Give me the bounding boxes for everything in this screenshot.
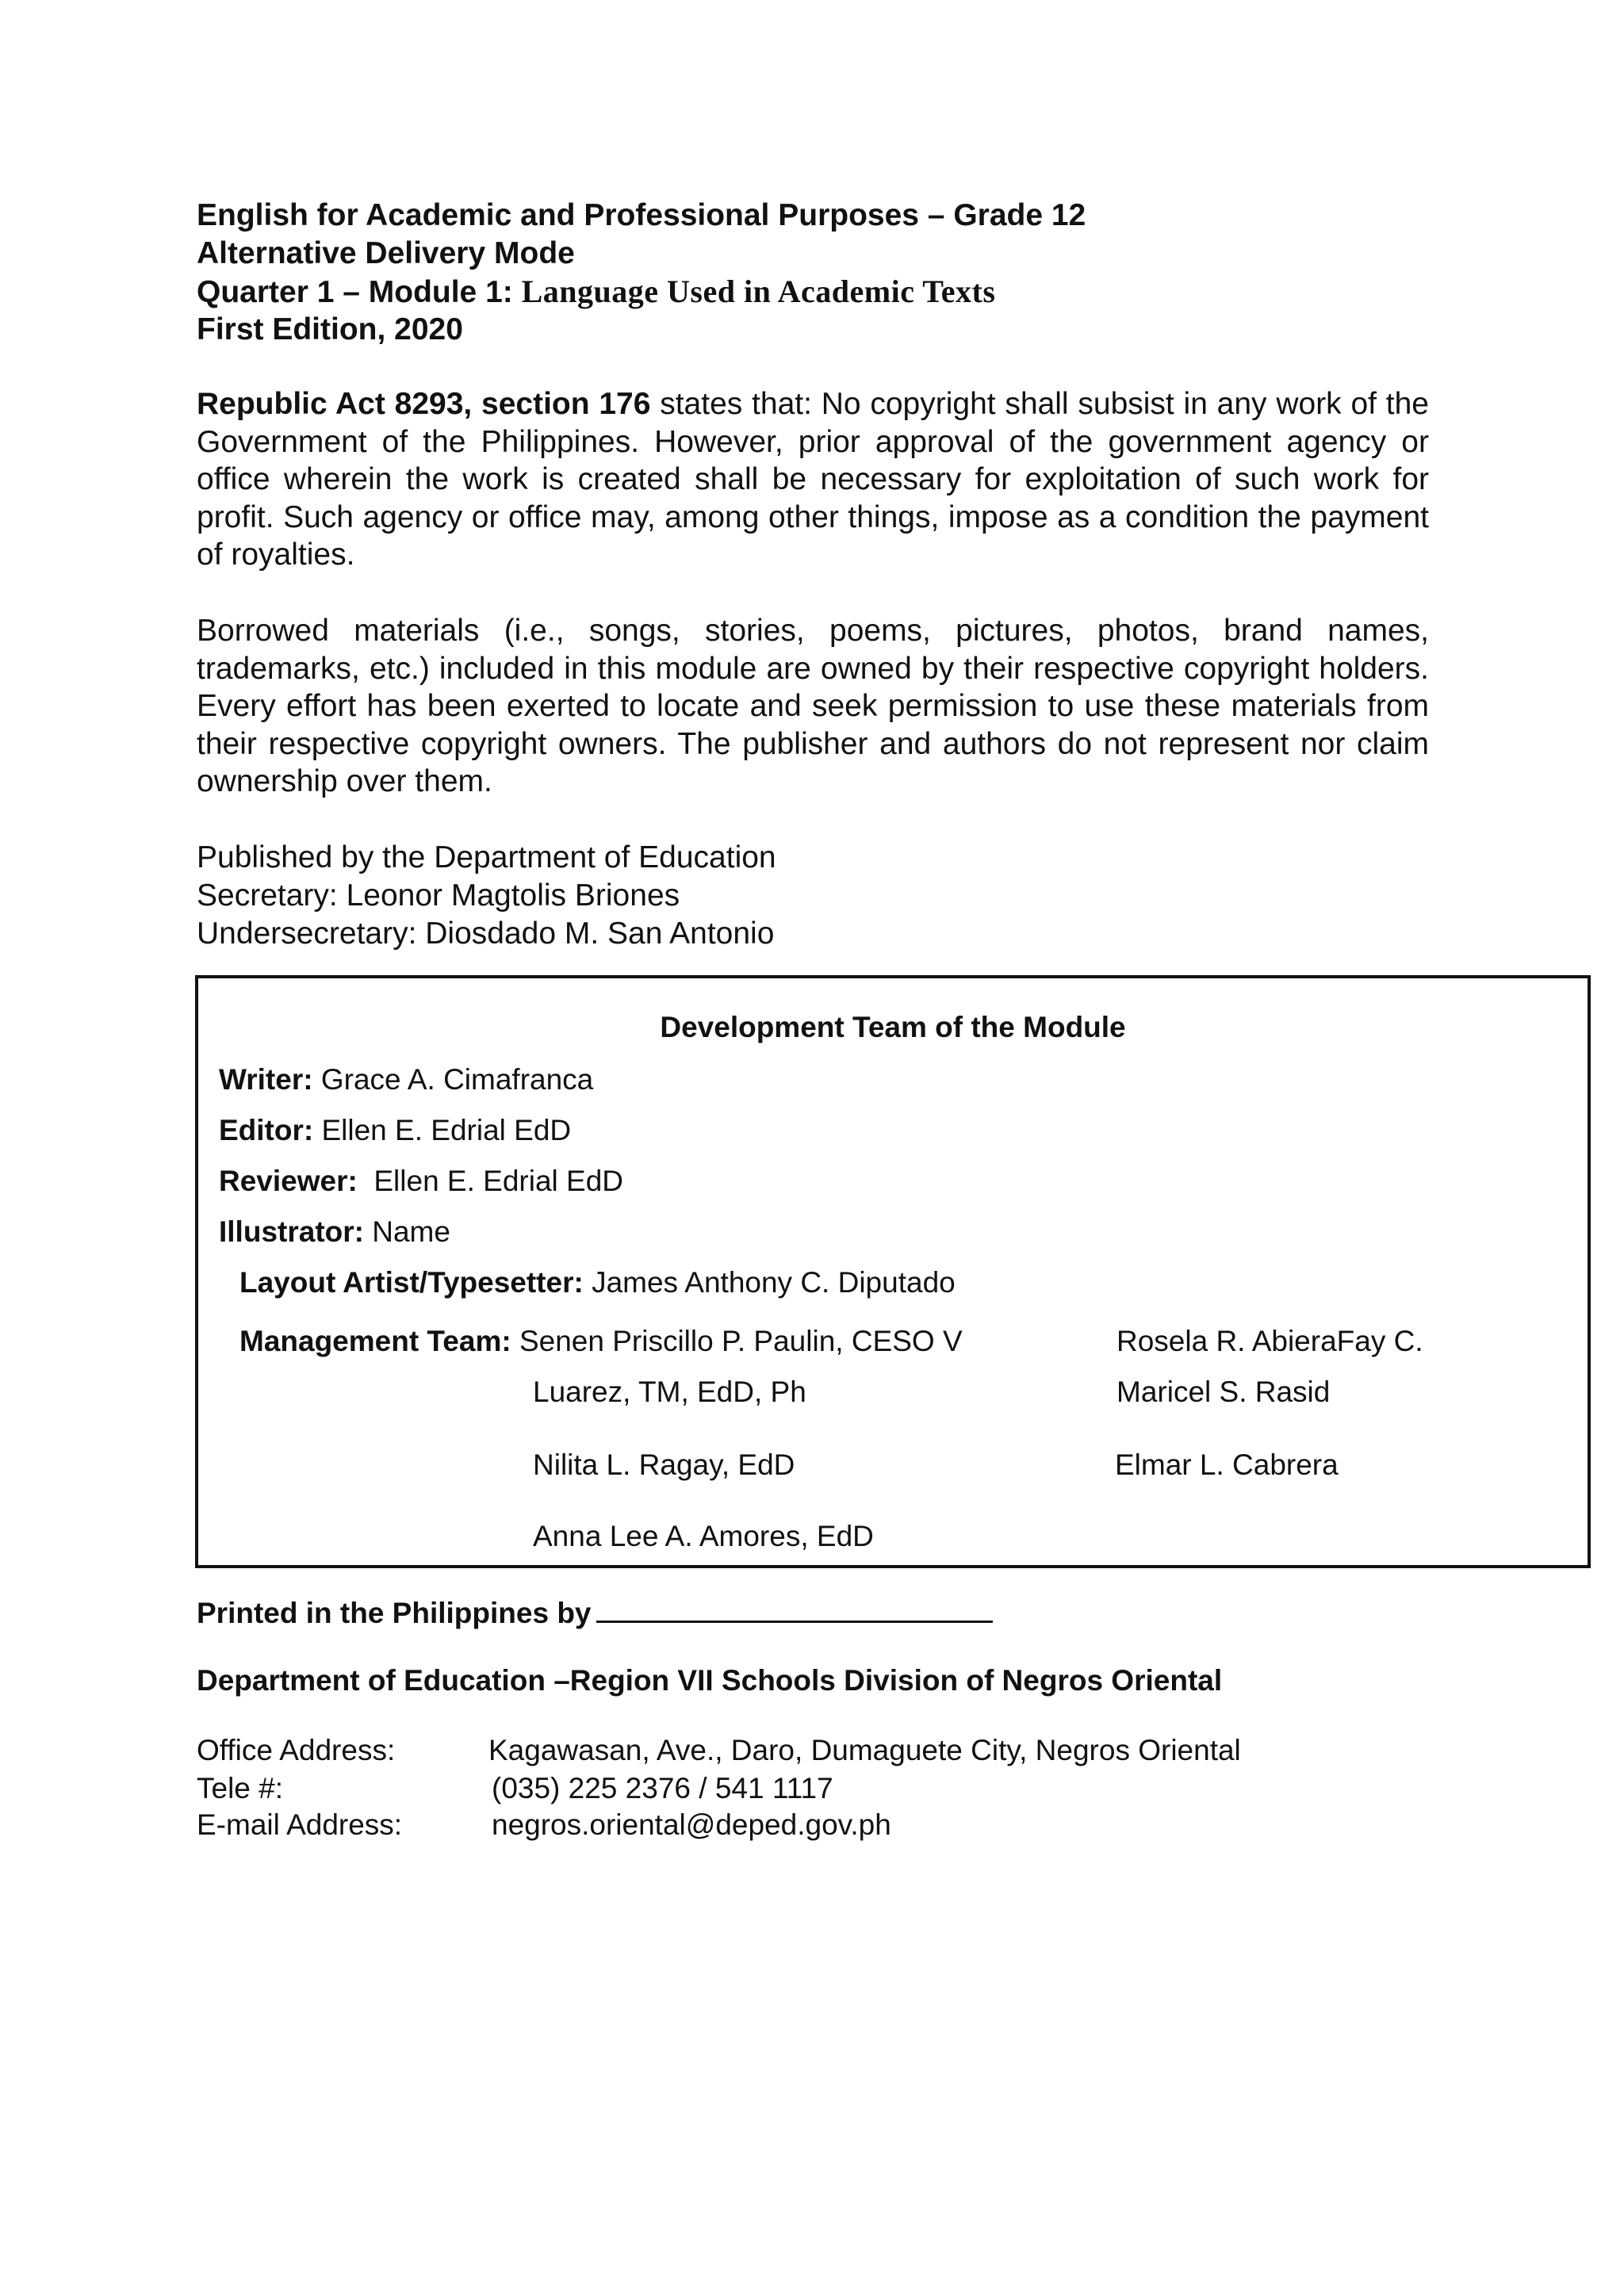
management-team-row — [239, 1324, 963, 1359]
management-member: Anna Lee A. Amores, EdD — [533, 1520, 874, 1552]
reviewer-row — [219, 1164, 623, 1199]
module-title-line: English for Academic and Professional Purposes – Grade 12 — [197, 198, 1086, 232]
secretary: Secretary: Leonor Magtolis Briones — [197, 878, 680, 913]
department-line: Department of Education –Region VII Schools Division of Negros Oriental — [197, 1664, 1223, 1697]
published-by: Published by the Department of Education — [197, 840, 776, 874]
undersecretary: Undersecretary: Diosdado M. San Antonio — [197, 916, 775, 951]
writer-row — [219, 1062, 593, 1097]
telephone-value: (035) 225 2376 / 541 1117 — [492, 1772, 833, 1804]
layout-artist-label: Layout Artist/Typesetter: — [239, 1266, 584, 1299]
reviewer-name: Ellen E. Edrial EdD — [357, 1165, 624, 1197]
editor-name: Ellen E. Edrial EdD — [313, 1114, 572, 1146]
editor-label: Editor: — [219, 1114, 314, 1146]
management-member: Senen Priscillo P. Paulin, CESO V — [519, 1325, 963, 1357]
writer-name: Grace A. Cimafranca — [312, 1063, 594, 1096]
illustrator-row — [219, 1215, 450, 1249]
office-address-value: Kagawasan, Ave., Daro, Dumaguete City, Negros Oriental — [488, 1734, 1241, 1766]
module-number-line — [197, 273, 995, 312]
printer-blank-line — [596, 1594, 993, 1623]
management-member: Nilita L. Ragay, EdD — [533, 1448, 795, 1481]
development-team-box — [195, 975, 1591, 1568]
development-team-title: Development Team of the Module — [660, 1011, 1126, 1043]
illustrator-label: Illustrator: — [219, 1215, 364, 1248]
reviewer-label: Reviewer: — [219, 1165, 358, 1197]
edition-line: First Edition, 2020 — [197, 312, 463, 346]
management-member: Rosela R. AbieraFay C. — [1116, 1325, 1423, 1357]
illustrator-name: Name — [363, 1215, 450, 1248]
editor-row — [219, 1113, 571, 1148]
republic-act-reference: Republic Act 8293, section 176 — [197, 387, 651, 421]
printed-by-line — [197, 1594, 993, 1631]
module-topic: Language Used in Academic Texts — [521, 274, 996, 309]
management-team-label: Management Team: — [239, 1325, 511, 1357]
management-member: Maricel S. Rasid — [1116, 1376, 1331, 1408]
telephone-label: Tele #: — [197, 1772, 284, 1804]
email-value: negros.oriental@deped.gov.ph — [492, 1808, 891, 1841]
layout-artist-name: James Anthony C. Diputado — [583, 1266, 956, 1299]
printed-by-label: Printed in the Philippines by — [197, 1597, 592, 1629]
layout-artist-row — [239, 1265, 956, 1300]
delivery-mode-line: Alternative Delivery Mode — [197, 236, 575, 270]
management-member: Luarez, TM, EdD, Ph — [533, 1376, 806, 1408]
module-number-prefix: Quarter 1 – Module 1: — [197, 275, 522, 309]
management-member: Elmar L. Cabrera — [1115, 1448, 1339, 1481]
email-label: E-mail Address: — [197, 1808, 403, 1841]
office-address-label: Office Address: — [197, 1734, 396, 1766]
copyright-paragraph — [197, 385, 1429, 574]
writer-label: Writer: — [219, 1063, 313, 1096]
borrowed-materials-paragraph: Borrowed materials (i.e., songs, stories, poems, pictures, photos, brand names, trademarks, etc.) included in this module are owned by their respective copyright holders. Every effort has been exerted to locate and seek permission to use these materials from their respective copyright owners. The publisher and authors do not represent nor claim ownership over them. — [197, 614, 1429, 798]
copyright-text: states that: No copyright shall subsist in any work of the Government of the Philippines. However, prior approval of the government agency or office wherein the work is created shall be necessary for exploitation of such work for profit. Such agency or office may, among other things, impose as a condition the payment of royalties. — [197, 387, 1429, 572]
